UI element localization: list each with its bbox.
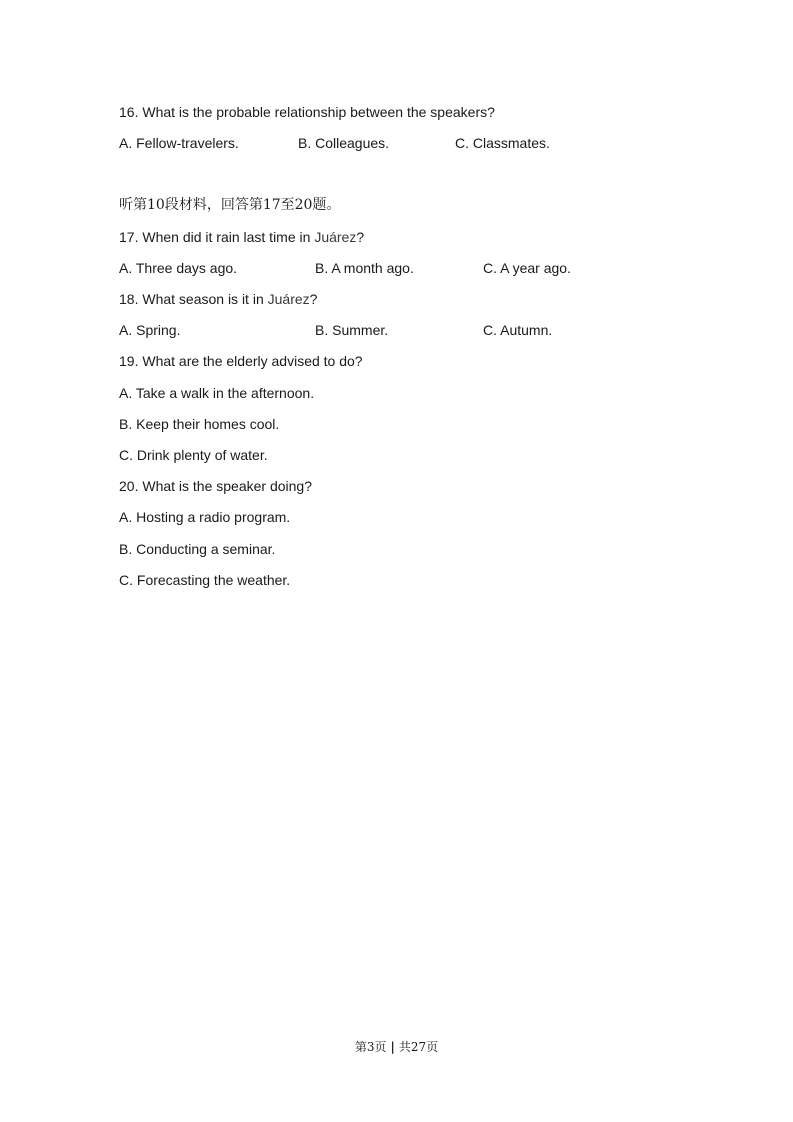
question-20-option-a: A. Hosting a radio program. [119, 509, 291, 525]
question-16-option-b: B. Colleagues. [298, 135, 390, 151]
question-18-option-c: C. Autumn. [483, 322, 553, 338]
question-17-text-post: ? [356, 229, 365, 245]
question-17-place: Juárez [314, 229, 357, 245]
question-16-text: 16. What is the probable relationship between the speakers? [119, 104, 495, 120]
question-17-text [119, 228, 364, 246]
question-19-option-a: A. Take a walk in the afternoon. [119, 385, 315, 401]
question-19-option-b: B. Keep their homes cool. [119, 416, 280, 432]
question-18-text [119, 290, 317, 308]
question-20-option-c: C. Forecasting the weather. [119, 572, 291, 588]
question-16-option-c: C. Classmates. [455, 135, 550, 151]
question-18-text-post: ? [309, 291, 318, 307]
footer-separator: | [390, 1040, 395, 1054]
footer-page-number: 第3页 [354, 1040, 387, 1054]
footer-total-pages: 共27页 [398, 1040, 439, 1054]
question-19-option-c: C. Drink plenty of water. [119, 447, 268, 463]
question-18-option-b: B. Summer. [315, 322, 389, 338]
section-instruction: 听第10段材料，回答第17至20题。 [119, 197, 341, 213]
question-20-option-b: B. Conducting a seminar. [119, 541, 276, 557]
question-19-text: 19. What are the elderly advised to do? [119, 353, 363, 369]
question-16-option-a: A. Fellow-travelers. [119, 135, 239, 151]
question-18-place: Juárez [267, 291, 310, 307]
page-footer [0, 1039, 793, 1055]
question-17-option-b: B. A month ago. [315, 260, 414, 276]
question-17-option-a: A. Three days ago. [119, 260, 238, 276]
question-18-option-a: A. Spring. [119, 322, 181, 338]
question-18-text-pre: 18. What season is it in [119, 291, 268, 307]
question-20-text: 20. What is the speaker doing? [119, 478, 313, 494]
question-17-option-c: C. A year ago. [483, 260, 571, 276]
question-17-text-pre: 17. When did it rain last time in [119, 229, 315, 245]
